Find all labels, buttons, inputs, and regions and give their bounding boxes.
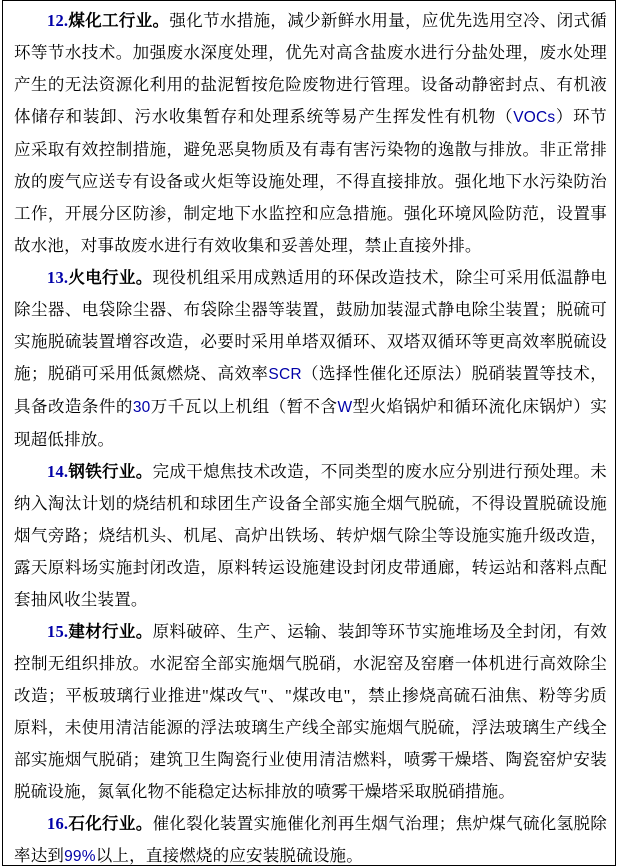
paragraph-16: 16.石化行业。催化裂化装置实施催化剂再生烟气治理；焦炉煤气硫化氢脱除率达到99%以上，直接燃烧的应安装脱硫设施。 bbox=[14, 814, 608, 865]
paragraph-13: 13.火电行业。现役机组采用成熟适用的环保改造技术，除尘可采用低温静电除尘器、电袋除尘器、布袋除尘器等装置，鼓励加装湿式静电除尘装置；脱硫可实施脱硫装置增容改造，必要时采用单塔双循环、双塔双循环等更高效率脱硫设施；脱硝可采用低氮燃烧、高效率SCR（选择性催化还原法）脱硝装置等技术，具备改造条件的30万千瓦以上机组（暂不含W型火焰锅炉和循环流化床锅炉）实现超低排放。 bbox=[14, 268, 608, 449]
paragraph-title: 石化行业。 bbox=[68, 814, 153, 833]
paragraph-number: 14. bbox=[47, 462, 69, 481]
document-page bbox=[2, 0, 616, 866]
paragraph-14: 14.钢铁行业。完成干熄焦技术改造，不同类型的废水应分别进行预处理。未纳入淘汰计划的烧结机和球团生产设备全部实施全烟气脱硫，不得设置脱硫设施烟气旁路；烧结机头、机尾、高炉出铁场、转炉烟气除尘等设施实施升级改造，露天原料场实施封闭改造，原料转运设施建设封闭皮带通廊，转运站和落料点配套抽风收尘装置。 bbox=[14, 462, 608, 609]
latin-text-run: W bbox=[337, 399, 353, 416]
paragraph-number: 12. bbox=[47, 11, 69, 30]
latin-text-run: 30 bbox=[132, 399, 151, 416]
paragraph-title: 火电行业。 bbox=[68, 268, 153, 287]
paragraph-title: 钢铁行业。 bbox=[68, 462, 153, 481]
latin-text-run: VOCs bbox=[513, 109, 556, 126]
paragraph-12: 12.煤化工行业。强化节水措施，减少新鲜水用量，应优先选用空冷、闭式循环等节水技术。加强废水深度处理，优先对高含盐废水进行分盐处理，废水处理产生的无法资源化利用的盐泥暂按危险废物进行管理。设备动静密封点、有机液体储存和装卸、污水收集暂存和处理系统等易产生挥发性有机物（VOCs）环节应采取有效控制措施，避免恶臭物质及有毒有害污染物的逸散与排放。非正常排放的废气应送专有设备或火炬等设施处理，不得直接排放。强化地下水污染防治工作，开展分区防渗，制定地下水监控和应急措施。强化环境风险防范，设置事故水池，对事故废水进行有效收集和妥善处理，禁止直接外排。 bbox=[14, 11, 607, 255]
paragraph-title: 煤化工行业。 bbox=[68, 11, 170, 30]
paragraph-number: 16. bbox=[47, 814, 69, 833]
document-body bbox=[14, 5, 607, 866]
paragraph-title: 建材行业。 bbox=[68, 622, 153, 641]
latin-text-run: SCR bbox=[268, 366, 302, 383]
paragraph-number: 13. bbox=[47, 268, 69, 287]
paragraph-15: 15.建材行业。原料破碎、生产、运输、装卸等环节实施堆场及全封闭，有效控制无组织排放。水泥窑全部实施烟气脱硝，水泥窑及窑磨一体机进行高效除尘改造；平板玻璃行业推进"煤改气"、"煤改电"，禁止掺烧高硫石油焦、粉等劣质原料，未使用清洁能源的浮法玻璃生产线全部实施烟气脱硫，浮法玻璃生产线全部实施烟气脱硝；建筑卫生陶瓷行业使用清洁燃料，喷雾干燥塔、陶瓷窑炉安装脱硫设施，氮氧化物不能稳定达标排放的喷雾干燥塔采取脱硝措施。 bbox=[14, 622, 608, 801]
paragraph-number: 15. bbox=[47, 622, 69, 641]
latin-text-run: 99% bbox=[64, 848, 96, 865]
